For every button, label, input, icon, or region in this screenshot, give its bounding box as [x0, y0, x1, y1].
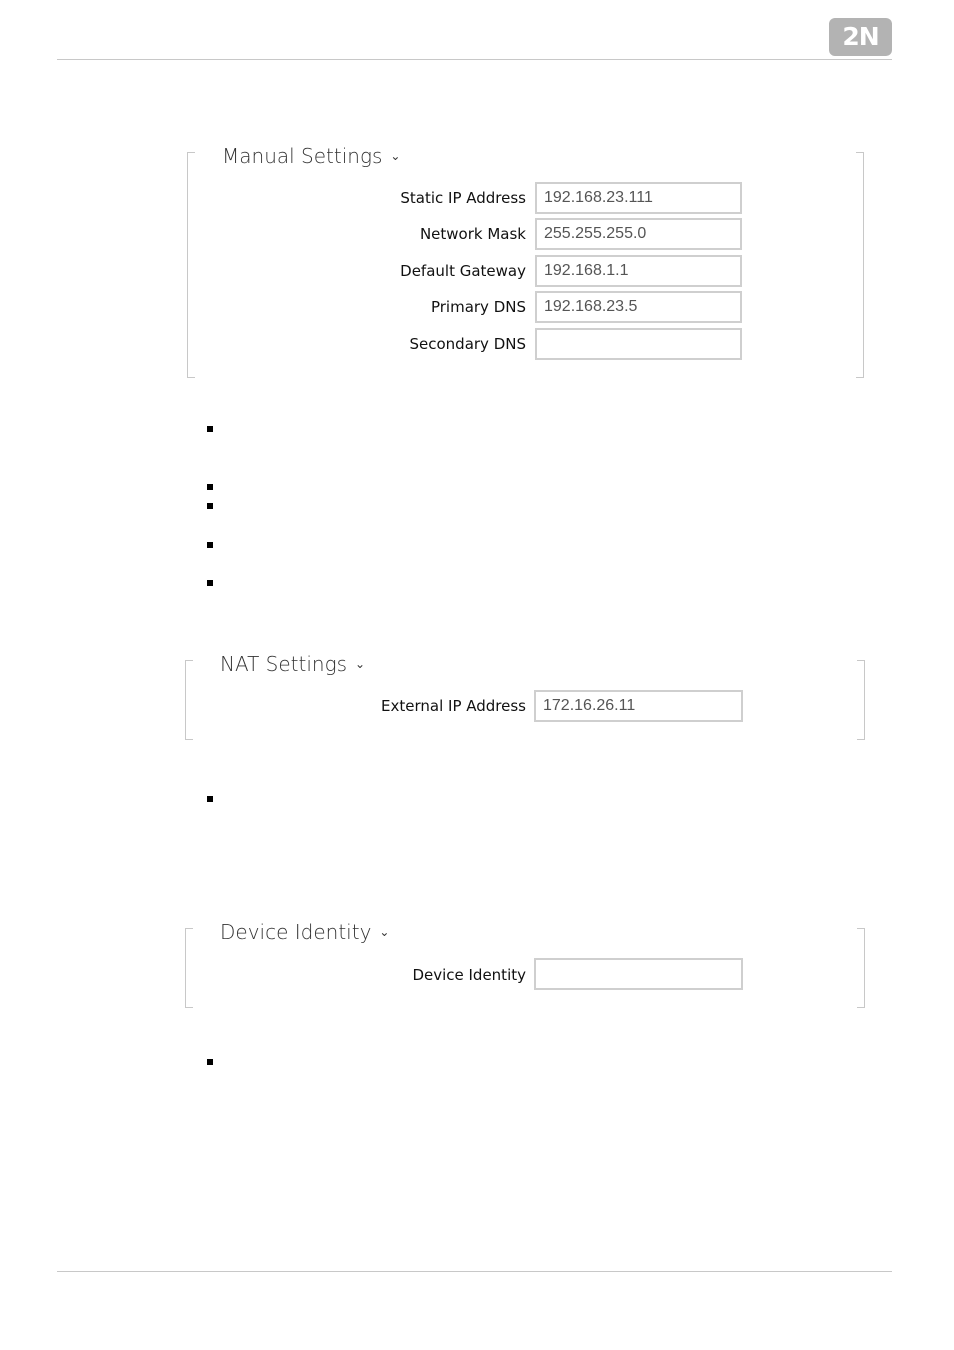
header-divider: [57, 59, 892, 60]
chevron-down-icon[interactable]: ⌄: [379, 925, 390, 939]
list-bullet: [207, 580, 213, 586]
section-bracket-right: [857, 660, 865, 740]
nat-settings-header[interactable]: [220, 652, 365, 676]
list-bullet: [207, 426, 213, 432]
section-title: Device Identity: [220, 920, 372, 944]
section-bracket-right: [857, 928, 865, 1008]
default-gateway-input[interactable]: [535, 255, 742, 287]
default-gateway-label: Default Gateway: [400, 262, 526, 280]
chevron-down-icon[interactable]: ⌄: [390, 149, 401, 163]
device-identity-header[interactable]: [220, 920, 389, 944]
list-bullet: [207, 503, 213, 509]
static-ip-label: Static IP Address: [400, 189, 526, 207]
list-bullet: [207, 1059, 213, 1065]
manual-settings-header[interactable]: [222, 144, 400, 168]
brand-logo: 2N: [829, 18, 892, 56]
device-identity-input[interactable]: [534, 958, 743, 990]
section-bracket-right: [856, 152, 864, 378]
external-ip-label: External IP Address: [381, 697, 526, 715]
static-ip-input[interactable]: [535, 182, 742, 214]
section-bracket-left: [185, 660, 193, 740]
footer-divider: [57, 1271, 892, 1272]
primary-dns-input[interactable]: [535, 291, 742, 323]
list-bullet: [207, 484, 213, 490]
section-bracket-left: [187, 152, 195, 378]
network-mask-label: Network Mask: [419, 225, 526, 243]
network-mask-input[interactable]: [535, 218, 742, 250]
secondary-dns-label: Secondary DNS: [409, 335, 526, 353]
list-bullet: [207, 796, 213, 802]
device-identity-label: Device Identity: [412, 966, 526, 984]
secondary-dns-input[interactable]: [535, 328, 742, 360]
primary-dns-label: Primary DNS: [430, 298, 526, 316]
section-title: NAT Settings: [220, 652, 348, 676]
chevron-down-icon[interactable]: ⌄: [355, 657, 366, 671]
external-ip-input[interactable]: [534, 690, 743, 722]
list-bullet: [207, 542, 213, 548]
section-title: Manual Settings: [222, 144, 383, 168]
section-bracket-left: [185, 928, 193, 1008]
